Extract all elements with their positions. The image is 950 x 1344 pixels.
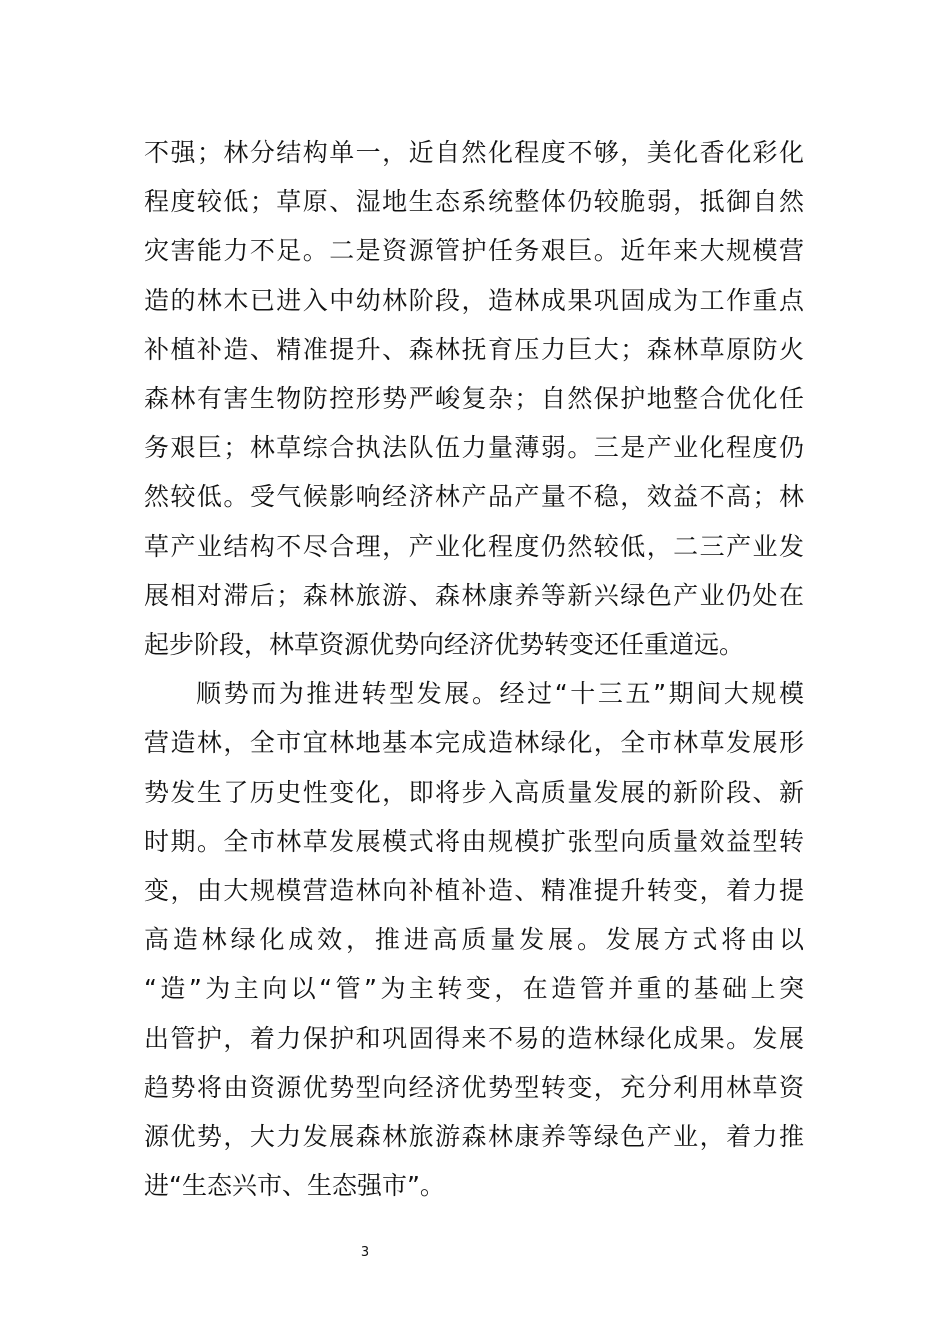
body-text-line: 补植补造、精准提升、森林抚育压力巨大；森林草原防火	[144, 335, 804, 364]
body-text-line: 草产业结构不尽合理，产业化程度仍然较低，二三产业发	[144, 532, 804, 561]
body-text-line: “造”为主向以“管”为主转变，在造管并重的基础上突	[144, 974, 804, 1003]
body-text-line: 森林有害生物防控形势严峻复杂；自然保护地整合优化任	[144, 384, 804, 413]
paragraph-last-line: 起步阶段，林草资源优势向经济优势转变还任重道远。	[144, 630, 745, 659]
page-number: 3	[360, 1245, 370, 1260]
body-text-line: 程度较低；草原、湿地生态系统整体仍较脆弱，抵御自然	[144, 187, 804, 216]
body-text-line: 造的林木已进入中幼林阶段，造林成果巩固成为工作重点	[144, 286, 804, 315]
body-text-line: 然较低。受气候影响经济林产品产量不稳，效益不高；林	[144, 482, 804, 511]
body-text-line: 务艰巨；林草综合执法队伍力量薄弱。三是产业化程度仍	[144, 433, 804, 462]
body-text-line: 不强；林分结构单一，近自然化程度不够，美化香化彩化	[144, 138, 804, 167]
body-text-line: 势发生了历史性变化，即将步入高质量发展的新阶段、新	[144, 778, 804, 807]
body-text-line: 出管护，着力保护和巩固得来不易的造林绿化成果。发展	[144, 1024, 804, 1053]
paragraph-first-line: 顺势而为推进转型发展。经过“十三五”期间大规模	[196, 679, 804, 708]
body-text-line: 营造林，全市宜林地基本完成造林绿化，全市林草发展形	[144, 728, 804, 757]
body-text-line: 变，由大规模营造林向补植补造、精准提升转变，着力提	[144, 876, 804, 905]
body-text-line: 时期。全市林草发展模式将由规模扩张型向质量效益型转	[144, 827, 804, 856]
body-text-line: 源优势，大力发展森林旅游森林康养等绿色产业，着力推	[144, 1122, 804, 1151]
body-text-line: 高造林绿化成效，推进高质量发展。发展方式将由以	[144, 925, 804, 954]
paragraph-last-line: 进“生态兴市、生态强市”。	[144, 1171, 445, 1200]
body-text-line: 展相对滞后；森林旅游、森林康养等新兴绿色产业仍处在	[144, 581, 804, 610]
body-text-line: 灾害能力不足。二是资源管护任务艰巨。近年来大规模营	[144, 236, 804, 265]
body-text-line: 趋势将由资源优势型向经济优势型转变，充分利用林草资	[144, 1073, 804, 1102]
